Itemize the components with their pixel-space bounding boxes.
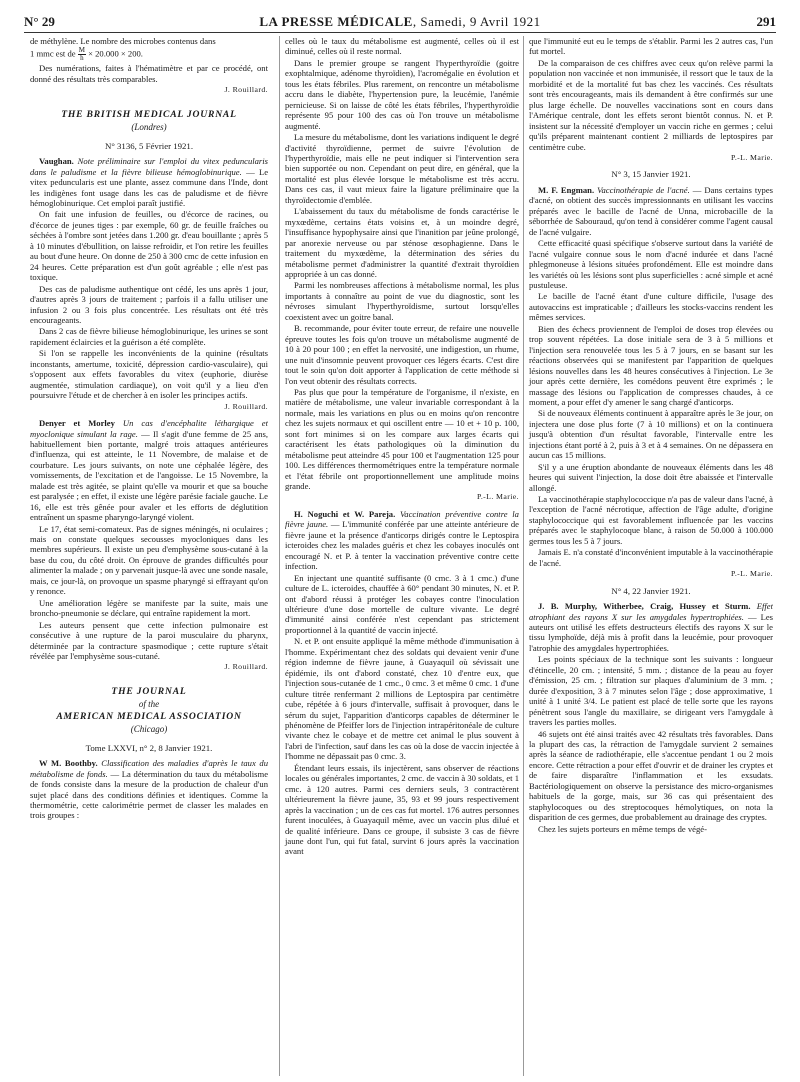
paragraph: Des numérations, faites à l'hématimètre et par ce procédé, ont donné des résultats très comparables. (30, 63, 268, 84)
article (30, 758, 268, 821)
article-author: J. B. Murphy, Witherbee, Craig, Hussey et Sturm. (538, 601, 751, 612)
paragraph: En injectant une quantité suffisante (0 cmc. 3 à 1 cmc.) d'une culture de L. icteroides, chauffée à 60° pendant 30 minutes, N. et P. ont d'abord réussi à protéger les cobayes contre l'inoculation ultérieure d'une dose mortelle de culture vivante. Le degré d'immunité ainsi conférée n'est cependant pas strictement proportionnel à la quantité de vaccin injecté. (285, 572, 519, 635)
article (529, 185, 773, 237)
issue-heading: N° 3136, 5 Février 1921. (104, 140, 194, 151)
paragraph: Dans 2 cas de fièvre bilieuse hémoglobinurique, les urines se sont rapidement éclaircies et la guérison a été complète. (30, 326, 268, 347)
article-text: — Le vitex peduncularis est une plante, assez commune dans l'Inde, dont les indigènes font usage dans les cas de paludisme et de fièvre hémoglobinurique. Cet emploi paraît justifié. (30, 166, 268, 208)
article-title: Note préliminaire sur l'emploi du vitex peduncularis dans le paludisme et la fièvre bilieuse hémoglobinurique. (30, 156, 268, 177)
paragraph: Les points spéciaux de la technique sont les suivants : longueur d'étincelle, 20 cm. ; intensité, 5 mm. ; distance de la peau au foyer d'émission, 25 cm. ; filtration sur plaques d'aluminium de 3 mm. ; durée d'exposition, 3 à 7 minutes selon l'âge ; dose approximative, 1 unité à 1 unité 3/4. Le patient est placé de telle sorte que les rayons pénètrent sous l'angle du maxillaire, se dirigeant vers l'amygdale à travers les parties molles. (529, 654, 773, 728)
article (285, 509, 519, 572)
paragraph: Les auteurs pensent que cette infection pulmonaire est consécutive à une rupture de la paroi musculaire du pharynx, déterminée par la contracture spasmodique ; cette rupture s'était révélée par l'emphysème sous-cutané. (30, 619, 268, 662)
formula-prefix: 1 mmc est de (30, 48, 76, 59)
paragraph: Étendant leurs essais, ils injectèrent, sans observer de réactions locales ou générales importantes, 2 cmc. de vaccin à 30 soldats, et 1 cmc. à 120 autres. Parmi ces derniers seuls, 3 contractèrent ultérieurement la fièvre jaune, 35, 93 et 99 jours respectivement après la vaccination ; un de ces cas fut mortel. 176 autres personnes furent inoculées, à Guayaquil même, avec un vaccin plus dilué et de qualité inférieure. Dans ce groupe, il subsiste 3 cas de fièvre jaune dont l'un, qui fut fatal, survint 6 jours après la vaccination avant (285, 762, 519, 857)
paragraph: N. et P. ont ensuite appliqué la même méthode d'immunisation à l'homme. Expérimentant chez des soldats qui devaient venir d'une région indemne de fièvre jaune, à Guayaquil où sévissait une épidémie, ils ont d'abord constaté, chez 10 d'entre eux, que l'injection sous-cutanée de 1 cmc., 0 cmc. 3 et même 0 cmc. 1 d'une culture titrée renfermant 2 millions de Leptospira par centimètre cube, répétée à 6 jours d'intervalle, suffisait à provoquer, dans le sérum du sujet, l'apparition d'anticorps capables de déterminer le phénomène de Pfeiffer lors de l'injection intrapéritonéale de culture vivante chez le cobaye et de mettre cet animal le plus souvent à l'abri de l'infection, sauf dans les cas où la dose de vaccin injectée à l'homme ne dépassait pas 0 cmc. 3. (285, 636, 519, 762)
journal-title: THE BRITISH MEDICAL JOURNAL (61, 108, 237, 120)
journal-title-of: of the (138, 699, 160, 710)
issue-heading: N° 3, 15 Janvier 1921. (611, 169, 691, 180)
paragraph: Le 17, état semi-comateux. Pas de signes méningés, ni oculaires ; mais on constate quelques secousses myocloniques dans les membres supérieurs. Il existe un peu d'emphysème sous-cutané à la base du cou, du côté droit. On éprouve de grandes difficultés pour alimenter la malade ; on y parvenait jusque-là avec une sonde nasale, mais, ce jour-là, on provoque un spasme pharyngé si effrayant qu'on y renonce. (30, 523, 268, 597)
column-2 (279, 36, 519, 1076)
page-header (24, 14, 776, 33)
column-1 (30, 36, 268, 1076)
paragraph: Le bacille de l'acné étant d'une culture difficile, l'usage des autovaccins est impraticable ; d'ailleurs les stocks-vaccins rendent les mêmes services. (529, 291, 773, 323)
paragraph: celles où le taux du métabolisme est augmenté, celles où il est diminué, celles où il reste normal. (285, 36, 519, 57)
issue-date: , Samedi, 9 Avril 1921 (412, 14, 541, 29)
article (529, 601, 773, 653)
paragraph: Pas plus que pour la température de l'organisme, il n'existe, en matière de métabolisme, une valeur invariable correspondant à la normale, mais les variations en plus ou en moins qu'on rencontre chez les sujets normaux et qui oscillent entre — 10 et + 10 p. 100, sont fort minimes si on les compare aux larges écarts qui caractérisent les états pathologiques où la diminution du métabolisme peut atteindre 45 pour 100 et l'augmentation 125 pour 100. Les différences thermométriques entre la température normale et l'état fébrile ont proportionnellement une amplitude moins grande. (285, 386, 519, 492)
fraction-numerator: M (78, 46, 85, 55)
paragraph: Une amélioration légère se manifeste par la suite, mais une broncho-pneumonie se déclare, qui entraîne rapidement la mort. (30, 597, 268, 619)
paragraph: S'il y a une éruption abondante de nouveaux éléments dans les 48 heures qui suivent l'injection, la dose doit être abaissée et l'intervalle allongé. (529, 461, 773, 493)
paragraph: que l'immunité eut eu le temps de s'établir. Parmi les 2 autres cas, l'un fut mortel. (529, 36, 773, 57)
formula-line (30, 47, 268, 62)
paragraph: Cette efficacité quasi spécifique s'observe surtout dans la variété de l'acné vulgaire connue sous le nom d'acné indurée et dans l'acné phlegmoneuse à lésions situées profondément. Elle est moindre dans les variétés où les lésions sont plus superficielles : acné simple et acné pustuleuse. (529, 238, 773, 290)
journal-title: AMERICAN MEDICAL ASSOCIATION (56, 710, 242, 722)
issue-heading: Tome LXXVI, n° 2, 8 Janvier 1921. (85, 742, 213, 753)
signature: J. Rouillard. (224, 401, 268, 411)
journal-city: (Londres) (131, 122, 167, 133)
article-text: — Dans certains types d'acné, on obtient des succès impressionnants en utilisant les vaccins préparés avec le bacille de l'acné de Unna, microbacille de la séborrhée de Sabouraud, qu'on tend à considérer comme l'agent causal de l'acné vulgaire. (529, 184, 773, 237)
issue-heading: N° 4, 22 Janvier 1921. (611, 585, 691, 596)
paragraph: On fait une infusion de feuilles, ou d'écorce de racines, ou d'écorce de jeunes tiges : par exemple, 60 gr. de feuille fraîches ou séchées à l'ombre sont jetées dans 1.200 gr. d'eau bouillante ; après 5 à 10 minutes d'ébullition, on laisse refroidir, et l'on retire les feuilles au bout d'une heure. On donne de 250 à 300 cmc de cette infusion en 24 heures. Cette préparation est d'un goût agréable ; elle n'est pas toxique. (30, 209, 268, 283)
article-text: — Les auteurs ont utilisé les effets destructeurs électifs des rayons X sur le tissu lymphoïde, déjà mis à profit dans la leucémie, pour provoquer l'atrophie des amygdales hypertrophiées. (529, 611, 773, 653)
page-number: 291 (756, 14, 776, 29)
issue-number: N° 29 (24, 14, 55, 29)
article-text: — La détermination du taux du métabolisme de fonds consiste dans la mesure de la production de chaleur d'un sujet placé dans des conditions définies et identiques. Comme la thermométrie, cette calorimétrie permet de classer les malades en trois groupes : (30, 768, 268, 821)
article-text: — L'immunité conférée par une atteinte antérieure de fièvre jaune et la présence d'anticorps dirigés contre le Leptospira icteroides chez les malades guéris et chez les cobayes inoculés ont encouragé N. et P. à tenter la vaccination préventive contre cette infection. (285, 519, 519, 572)
article-author: W M. Boothby. (39, 758, 98, 769)
signature: J. Rouillard. (224, 662, 268, 672)
article-title: Classification des maladies d'après le taux du métabolisme de fonds. (30, 758, 268, 779)
paragraph: de méthylène. Le nombre des microbes contenus dans (30, 36, 216, 46)
fraction-denominator: h (80, 54, 84, 63)
paragraph: Bien des échecs proviennent de l'emploi de doses trop élevées ou trop souvent répétées. La dose initiale sera de 3 à 5 millions et l'injection sera renouvelée tous les 5 à 7 jours, en se basant sur les réactions observées qui se manifestent par l'apparition de quelques lésions nouvelles dans les 48 heures consécutives à l'injection. Le 3e jour après cette dernière, les comédons peuvent être exprimés ; le massage des lésions ou l'application de compresses chaudes, à ce moment, a pour effet d'y amener le sang chargé d'anticorps. (529, 323, 773, 407)
paragraph: Si l'on se rappelle les inconvénients de la quinine (résultats inconstants, amertume, toxicité, dépression cardio-vasculaire), qui s'opposent aux effets favorables du vitex (euphorie, diurèse augmentée, stimulation cardiaque), on voit qu'il y a lieu d'en poursuivre l'étude et de chercher à en isoler les principes actifs. (30, 348, 268, 401)
paragraph: B. recommande, pour éviter toute erreur, de refaire une nouvelle épreuve toutes les fois qu'on trouve un métabolisme augmenté de 10 à 20 pour 100 ; en effet la nervosité, une indigestion, un rhume, une nuit d'insomnie peuvent provoquer ces légers écarts. C'est dire tout le soin qu'on doit apporter à l'application de cette méthode si l'on veut obtenir des résultats corrects. (285, 323, 519, 386)
article (30, 418, 268, 523)
journal-city: (Chicago) (130, 724, 168, 735)
paragraph: La mesure du métabolisme, dont les variations indiquent le degré d'activité thyroïdienne, permet de suivre l'évolution de l'hyperthyroïdie, mais elle ne peut indiquer si l'intervention sera bien supportée ou non. Cependant on peut dire, en général, que la mortalité est plus élevée lorsque le métabolisme est très accru. Dans ces cas, il vaut mieux faire la ligature préliminaire que la thyroïdectomie d'emblée. (285, 132, 519, 205)
article-title: Un cas d'encéphalite léthargique et myoclonique simulant la rage. (30, 418, 268, 439)
signature: P.-L. Marie. (476, 492, 519, 502)
running-title (24, 14, 776, 30)
article-author: H. Noguchi et W. Pareja. (294, 508, 396, 519)
formula-suffix: × 20.000 × 200. (88, 48, 143, 59)
journal-name: LA PRESSE MÉDICALE (259, 14, 413, 29)
paragraph: Jamais E. n'a constaté d'inconvénient imputable à la vaccinothérapie de l'acné. (529, 547, 773, 568)
signature: P.-L. Marie. (730, 152, 773, 162)
paragraph: 46 sujets ont été ainsi traités avec 42 résultats très favorables. Dans la plupart des cas, la rétraction de l'amygdale survient 2 semaines après la séance de radiothérapie, elle s'accentue pendant 1 ou 2 mois encore. Cette rétraction a pour effet d'ouvrir et de drainer les cryptes et de faire disparaître l'inflammation et les exsudats. Bactériologiquement on observe la persistance des micro-organismes habituels de la gorge, mais, sur 36 cas qui présentaient des staphylocoques ou des streptocoques hémolytiques, on nota la disparition de ces germes, due probablement au drainage des cryptes. (529, 728, 773, 823)
article-title: Effet atrophiant des rayons X sur les amygdales hypertrophiées. (529, 601, 773, 622)
paragraph: Chez les sujets porteurs en même temps de végé- (538, 823, 707, 834)
article-text: — Il s'agit d'une femme de 25 ans, habituellement bien portante, malgré trois attaques antérieures d'influenza, qui est atteinte, le 11 Novembre, de malaise et de courbature. Les jours suivants, on note une céphalée légère, des vomissements, de l'excitation et de l'angoisse. Le 15 Novembre, la malade est très agitée, se plaint qu'elle va mourir et que sa bouche est paralysée ; en effet, il existe une légère parésie faciale gauche. Le 16, elle est très gênée pour avaler et les efforts de déglutition entraînent un spasme pharyngo-laryngé violent. (30, 428, 268, 523)
article-title: Vaccinothérapie de l'acné. (597, 184, 690, 195)
column-3 (523, 36, 773, 1076)
paragraph: Parmi les nombreuses affections à métabolisme normal, les plus importants à connaître au point de vue du diagnostic, sont les névroses simulant l'hyperthyroïdisme, surtout lorsqu'elles coexistent avec un goitre banal. (285, 280, 519, 322)
article-author: Denyer et Morley (39, 418, 115, 429)
journal-title: THE JOURNAL (111, 685, 187, 697)
fraction (78, 47, 86, 62)
paragraph: L'abaissement du taux du métabolisme de fonds caractérise le myxœdème, certains états voisins et, à un moindre degré, l'insuffisance hypophysaire ainsi que l'inanition par jeûne prolongé, par anorexie nerveuse ou par sténose œsophagienne. Dans le traitement du myxœdème, la détermination des séries du métabolisme permet d'administrer la quantité d'extrait thyroïdien appropriée à un cas donné. (285, 206, 519, 279)
signature: J. Rouillard. (224, 85, 268, 95)
signature: P.-L. Marie. (730, 569, 773, 579)
paragraph: La vaccinothérapie staphylococcique n'a pas de valeur dans l'acné, à l'exception de l'acné nécrotique, affection de l'âge adulte, d'origine staphylococcique qui est favorablement influencée par les vaccins préparés avec le staphylocoque blanc, à raison de 50.000 à 100.000 germes tous les 5 à 7 jours. (529, 494, 773, 546)
paragraph: Si de nouveaux éléments continuent à apparaître après le 3e jour, on injectera une dose plus forte (7 à 10 millions) et on la continuera jusqu'à obtention d'un résultat favorable, l'intervalle entre les injections étant porté à 2, puis à 3 et à 4 semaines. On ne dépassera en aucun cas 15 millions. (529, 408, 773, 461)
paragraph: De la comparaison de ces chiffres avec ceux qu'on relève parmi la population non vaccinée et non immunisée, il ressort que le taux de la morbidité et de la mortalité fut bas chez les vaccinés. Ces résultats sont très encourageants, mais ils demandent à être confirmés sur une plus large échelle. De nouvelles vaccinations sont en cours dans l'Amérique centrale, dont les effets seront bientôt connus. N. et P. insistent sur la nécessité d'employer un vaccin riche en germes ; celui qu'ils préparent maintenant contient 2 milliards de leptospires par centimètre cube. (529, 57, 773, 152)
article-author: M. F. Engman. (538, 184, 595, 195)
paragraph: Dans le premier groupe se rangent l'hyperthyroïdie (goitre exophtalmique, adénome thyroïdien), l'acromégalie en évolution et tous les états fébriles. Plus rarement, on rencontre un métabolisme accru dans le diabète, l'hypertension pure, la leucémie, l'anémie pernicieuse. Si on laisse de côté les états fébriles, l'hyperthyroïdie représente 95 pour 100 des cas où l'on trouve un métabolisme augmenté. (285, 57, 519, 131)
article-title: Vaccination préventive contre la fièvre jaune. (285, 508, 519, 530)
article (30, 156, 268, 208)
article-author: Vaughan. (39, 156, 74, 167)
paragraph: Des cas de paludisme authentique ont cédé, les uns après 1 jour, d'autres après 3 jours de traitement ; parfois il a fallu utiliser une infusion 2 ou 3 fois plus concentrée. Les résultats ont été très encourageants. (30, 283, 268, 325)
